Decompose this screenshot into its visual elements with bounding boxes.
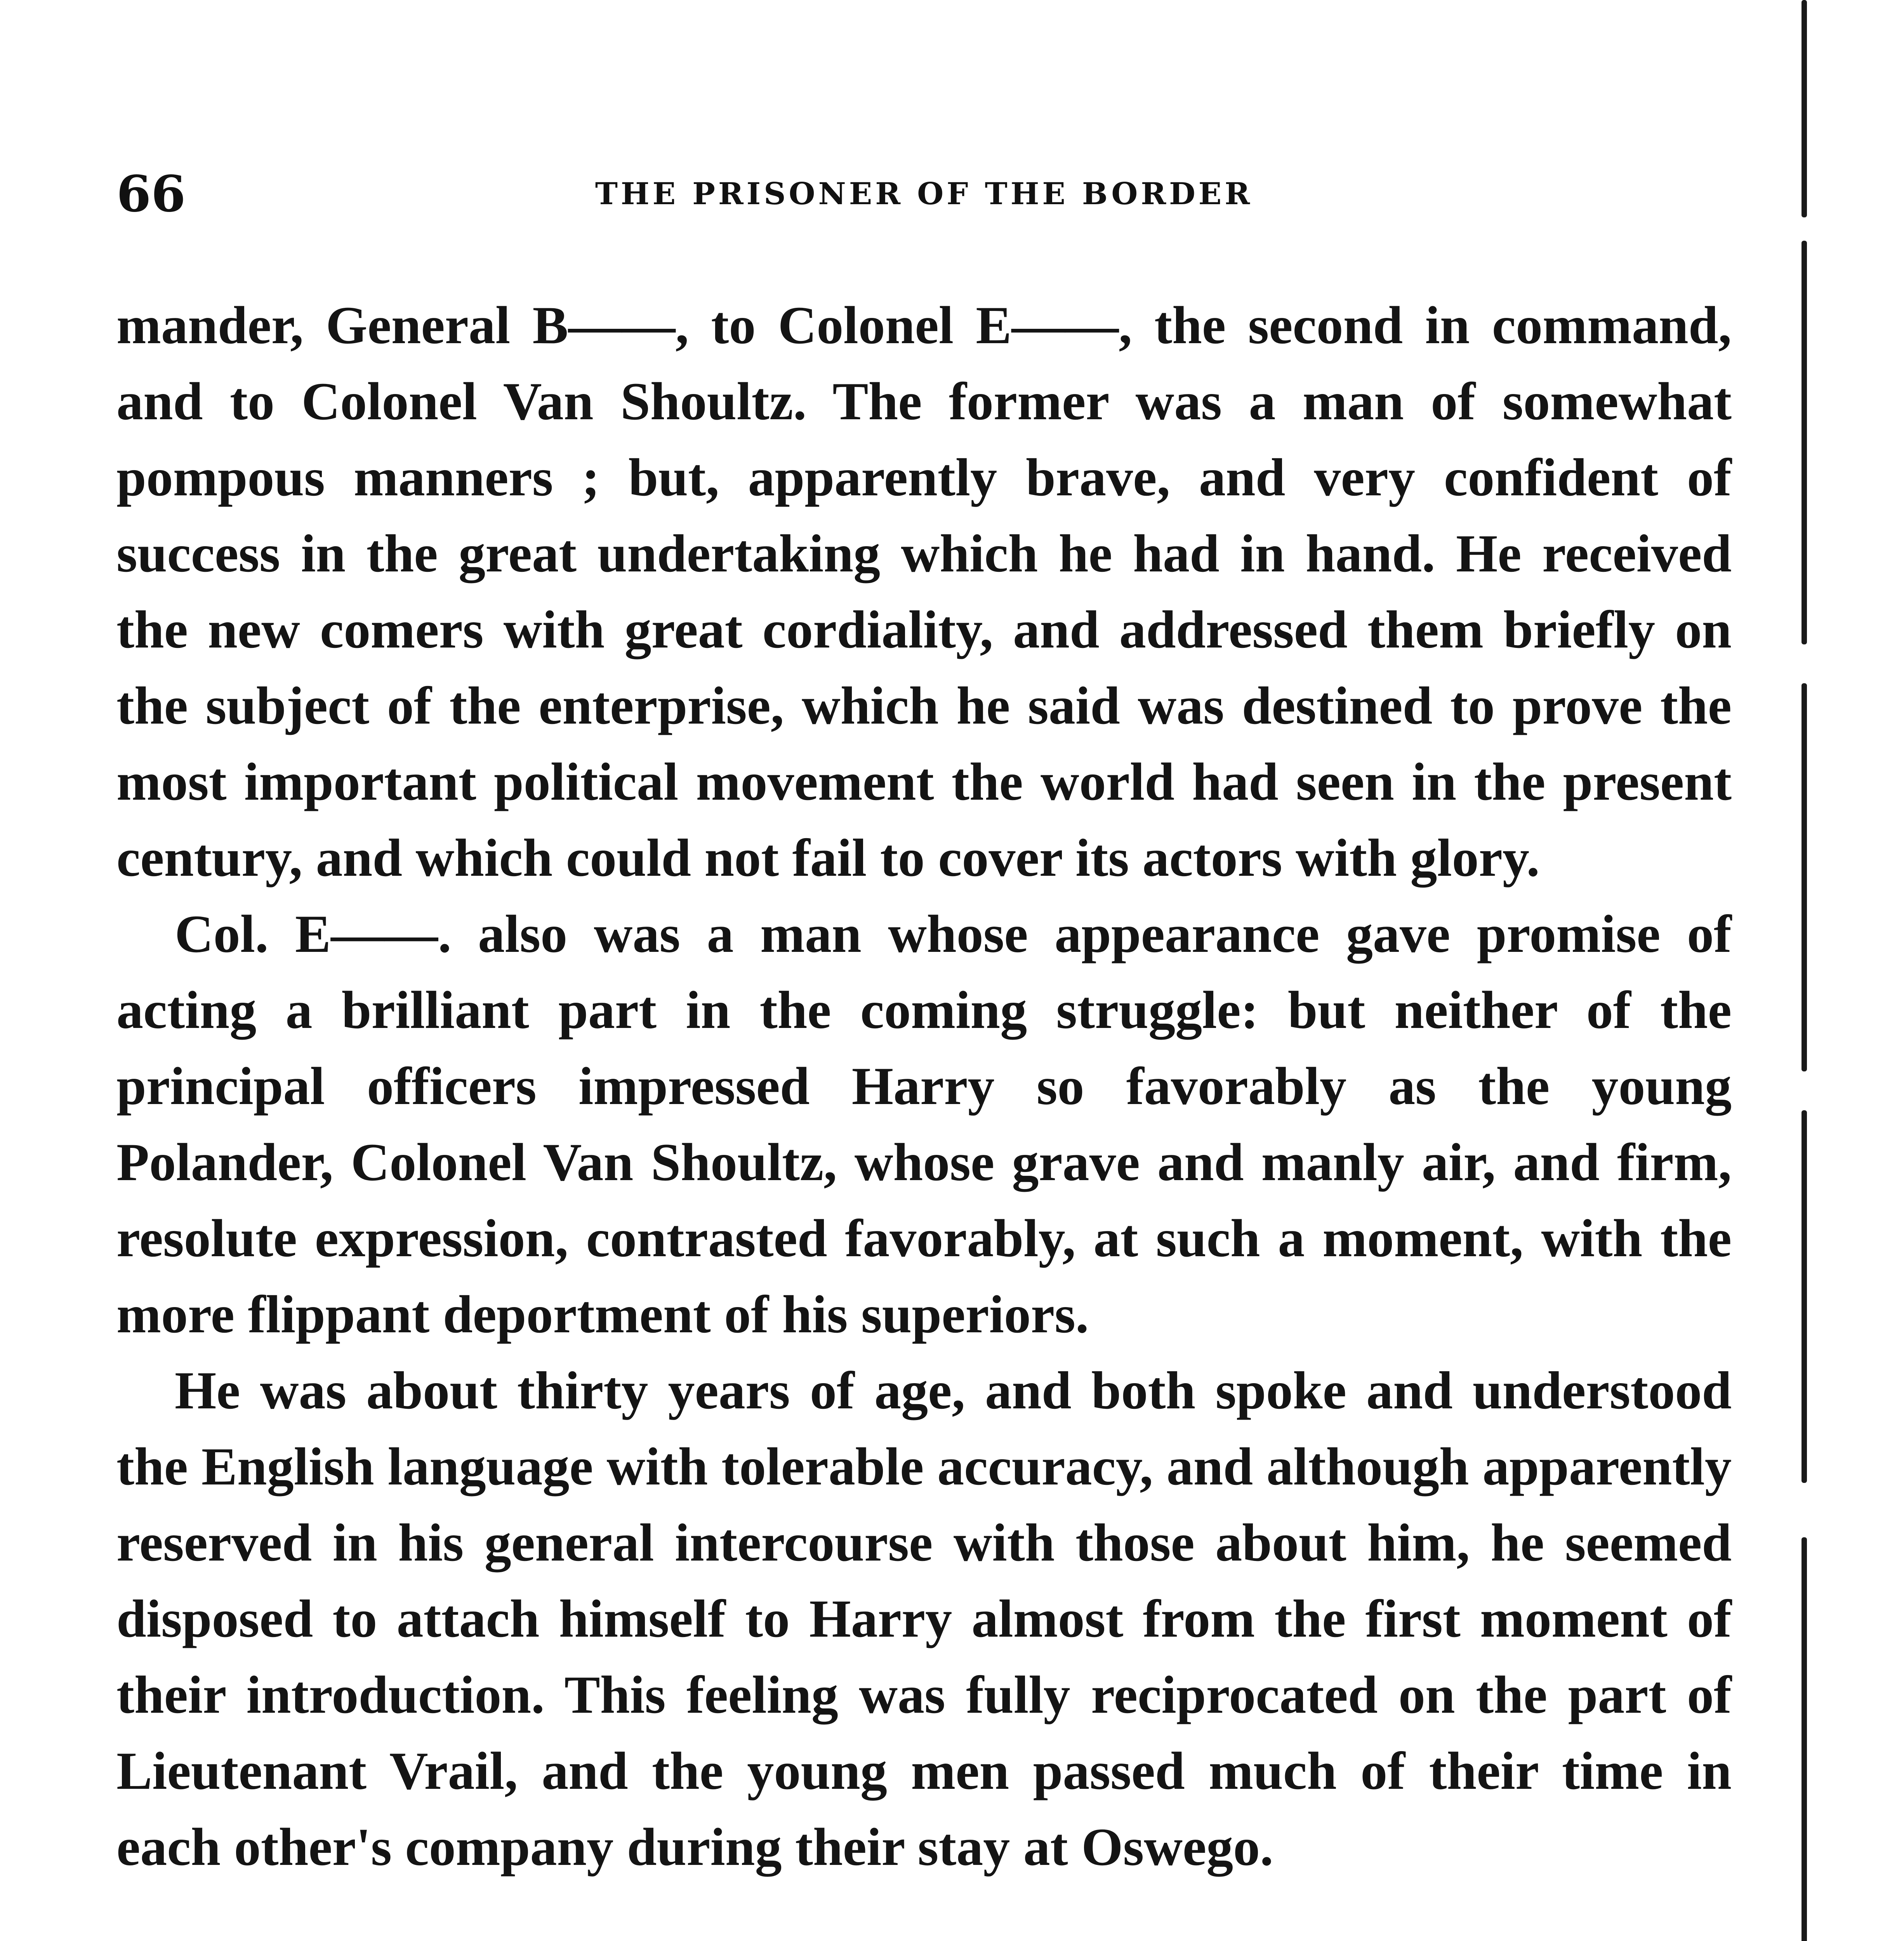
page-edge-mark — [1802, 1537, 1807, 1941]
page-edge-mark — [1802, 0, 1807, 217]
page-edge-mark — [1802, 241, 1807, 644]
paragraph-3: He was about thirty years of age, and both spoke and understood the English language with tolerable accuracy, and although apparently reserved in his general intercourse with those about him, he seemed disposed to attach himself to Harry almost from the first moment of their introduction. This feeling was fully reciprocated on the part of Lieutenant Vrail, and the young men passed much of their time in each other's company during their stay at Oswego. — [116, 1361, 1732, 1877]
paragraph-2: Col. E——. also was a man whose appearance gave promise of acting a brilliant part in the coming struggle: but neither of the principal officers impressed Harry so favorably as the young Polander, Colonel Van Shoultz, whose grave and manly air, and firm, resolute expression, contrasted favorably, at such a moment, with the more flippant deportment of his superiors. — [116, 904, 1732, 1344]
paragraph-1: mander, General B——, to Colonel E——, the second in command, and to Colonel Van Shoultz. The former was a man of somewhat pompous manners ; but, apparently brave, and very confident of success in the great undertaking which he had in hand. He received the new comers with great cordiality, and addressed them briefly on the subject of the enterprise, which he said was destined to prove the most important political movement the world had seen in the present century, and which could not fail to cover its actors with glory. — [116, 295, 1732, 887]
page-number: 66 — [116, 165, 186, 223]
body-text — [116, 287, 1732, 1885]
page-header — [116, 163, 1732, 225]
page-edge-mark — [1802, 683, 1807, 1071]
running-title: THE PRISONER OF THE BORDER — [595, 176, 1253, 212]
page-edge-mark — [1802, 1110, 1807, 1483]
